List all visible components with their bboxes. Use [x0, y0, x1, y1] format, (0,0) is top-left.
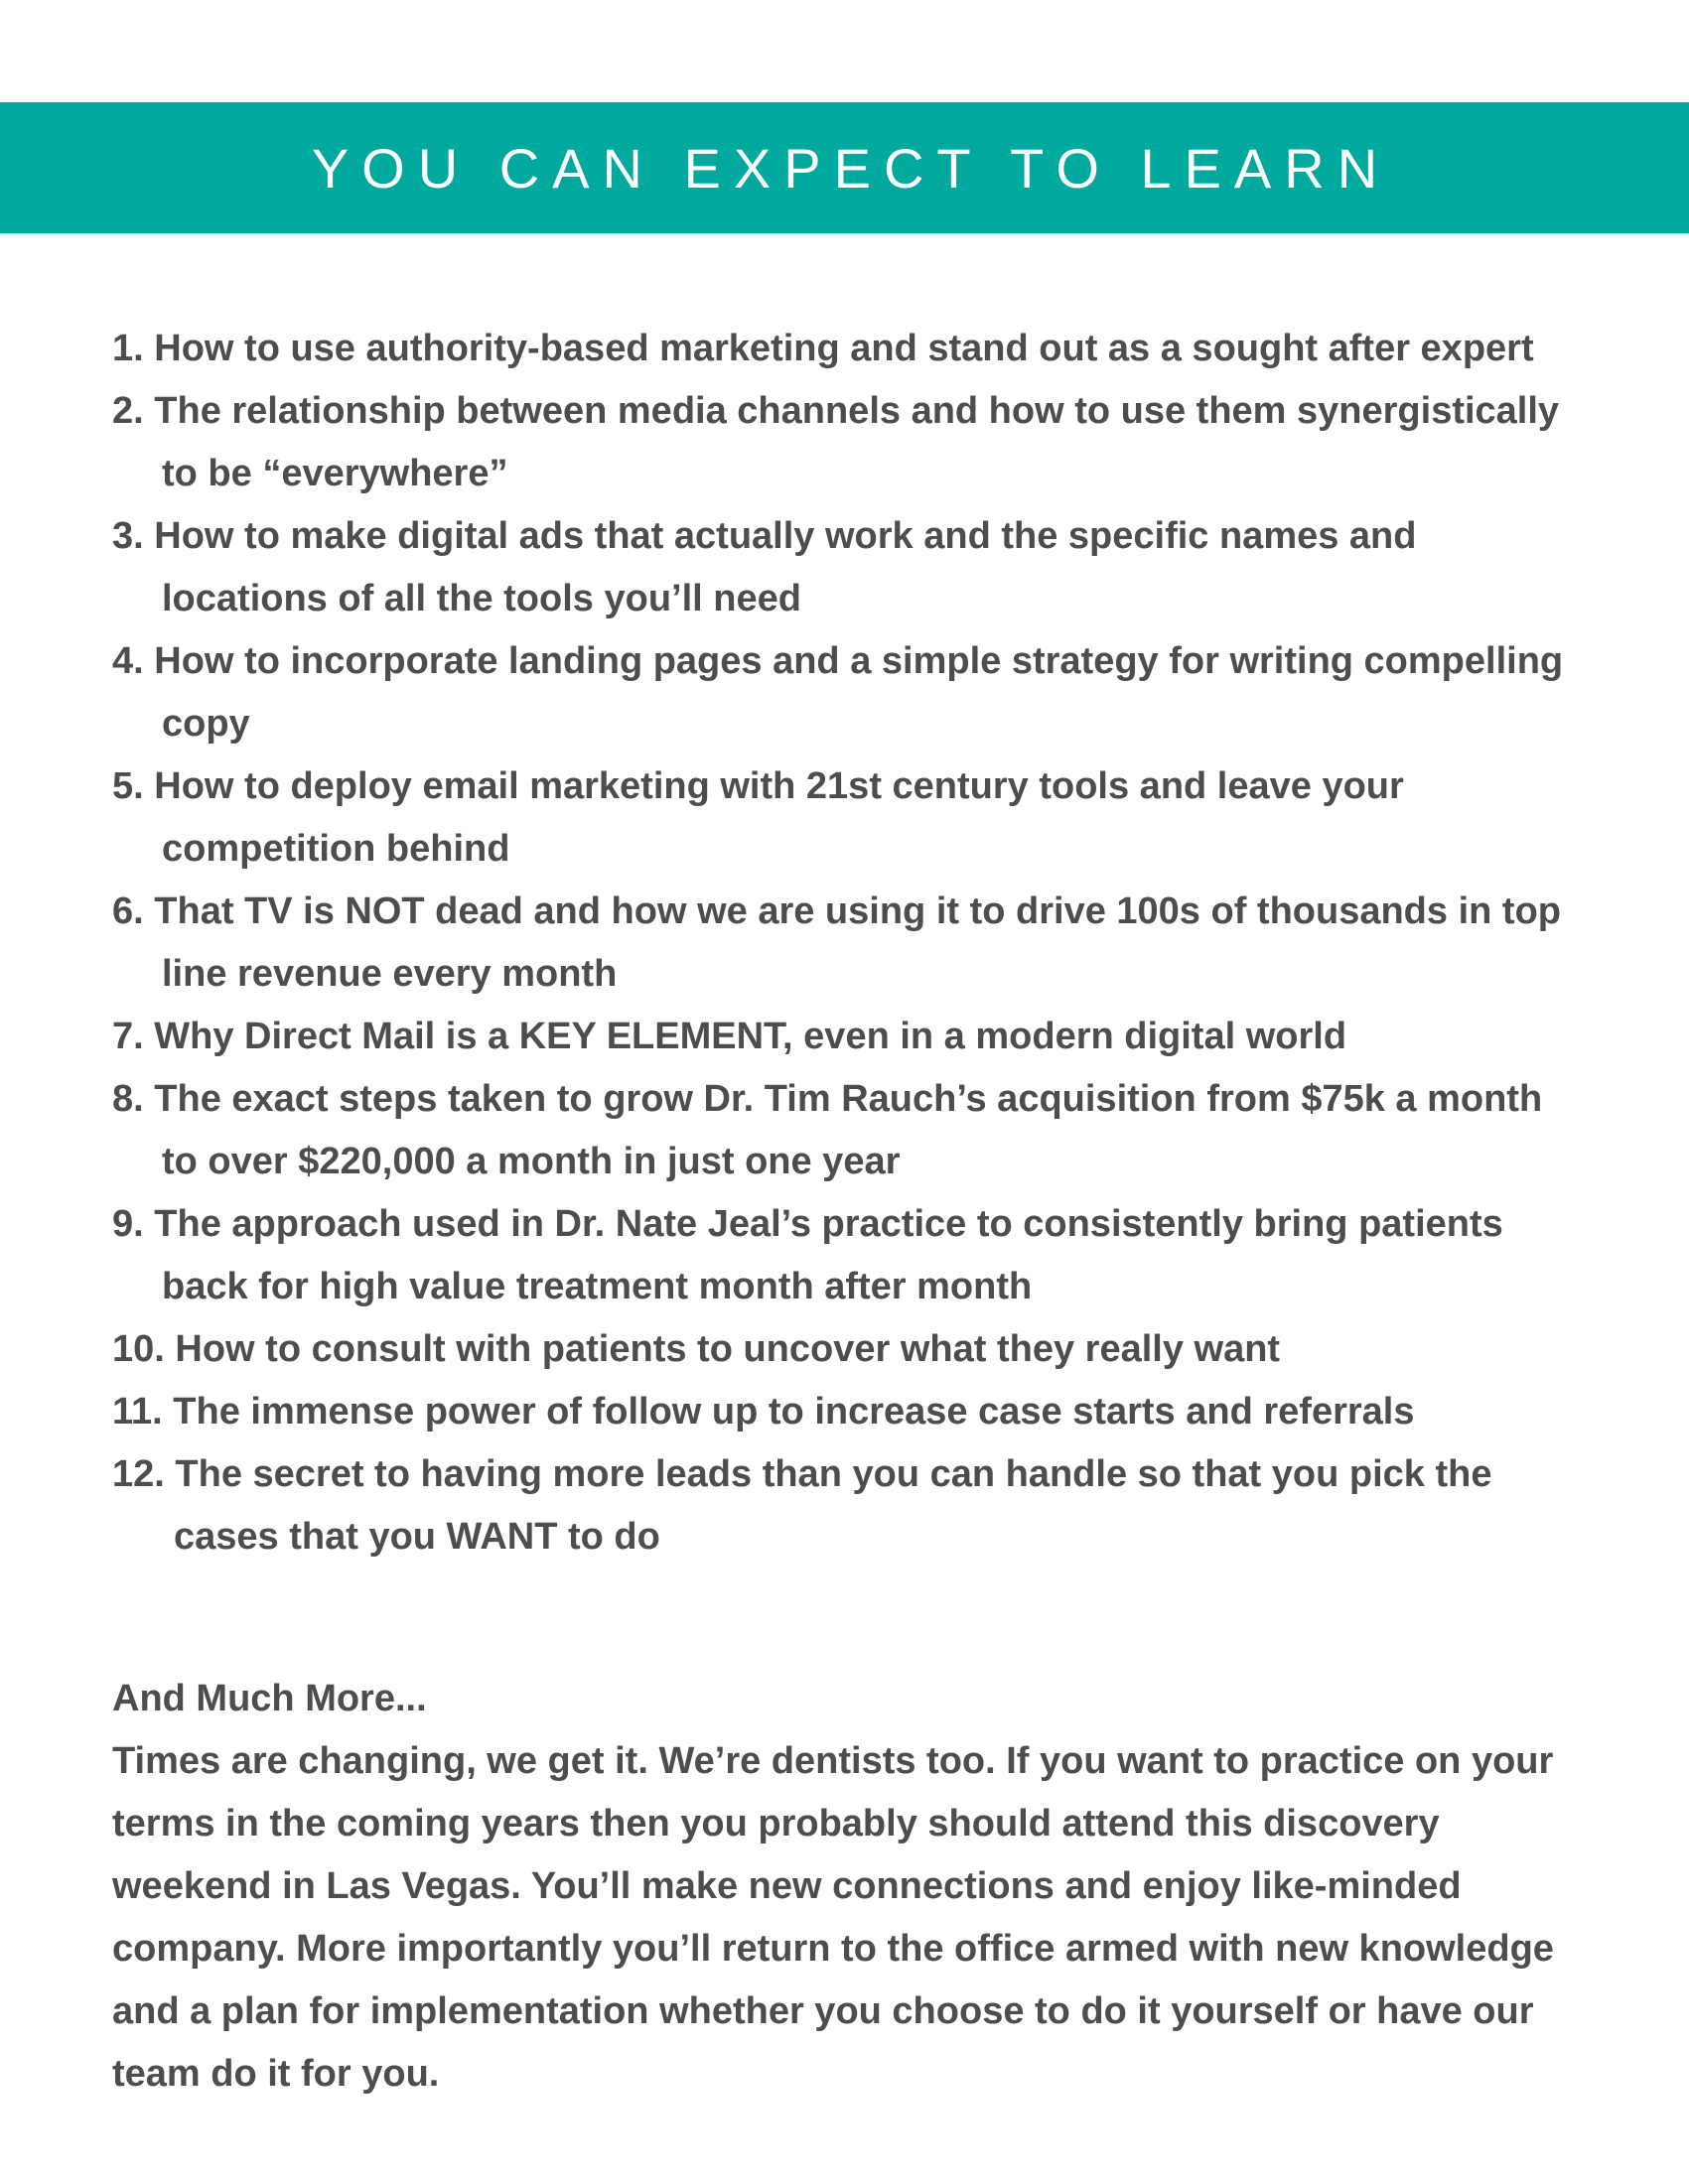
- item-text: How to consult with patients to uncover what they really want: [175, 1328, 1281, 1370]
- list-item: [112, 1068, 1582, 1193]
- item-number: 3.: [112, 515, 144, 557]
- item-number: 11.: [112, 1391, 163, 1433]
- closing-paragraph: Times are changing, we get it. We’re dentists too. If you want to practice on your terms in the coming years then you probably should attend this discovery weekend in Las Vegas. You’ll make new connections and enjoy like-minded company. More importantly you’ll return to the office armed with new knowledge and a plan for implementation whether you choose to do it yourself or have our team do it for you.: [112, 1740, 1554, 2095]
- list-item: [112, 1006, 1582, 1068]
- item-number: 9.: [112, 1203, 144, 1245]
- item-number: 5.: [112, 765, 144, 807]
- list-item: [112, 1193, 1582, 1318]
- item-text: How to use authority-based marketing and stand out as a sought after expert: [154, 328, 1534, 369]
- item-number: 6.: [112, 890, 144, 932]
- item-text: The approach used in Dr. Nate Jeal’s practice to consistently bring patients back for high value treatment month after month: [154, 1203, 1503, 1307]
- list-item: [112, 1318, 1582, 1381]
- item-number: 2.: [112, 390, 144, 432]
- header-banner: [0, 102, 1689, 233]
- item-number: 10.: [112, 1328, 165, 1370]
- list-item: [112, 1443, 1582, 1569]
- list-item: [112, 1381, 1582, 1443]
- learning-list: [112, 318, 1582, 1569]
- item-number: 1.: [112, 328, 144, 369]
- list-item: [112, 505, 1582, 630]
- item-text: How to deploy email marketing with 21st century tools and leave your competition behind: [154, 765, 1404, 870]
- item-text: The relationship between media channels and how to use them synergistically to be “everywhere”: [154, 390, 1560, 494]
- item-text: The immense power of follow up to increase case starts and referrals: [173, 1391, 1415, 1433]
- item-number: 12.: [112, 1453, 165, 1495]
- section-heading: And Much More...: [112, 1678, 427, 1719]
- page-title: YOU CAN EXPECT TO LEARN: [311, 136, 1391, 200]
- list-item: [112, 380, 1582, 505]
- item-text: How to make digital ads that actually work and the specific names and locations of all the tools you’ll need: [154, 515, 1417, 619]
- item-number: 4.: [112, 640, 144, 682]
- item-text: The exact steps taken to grow Dr. Tim Rauch’s acquisition from $75k a month to over $220,000 a month in just one year: [154, 1078, 1543, 1182]
- item-number: 8.: [112, 1078, 144, 1120]
- item-text: The secret to having more leads than you can handle so that you pick the cases that you WANT to do: [174, 1453, 1492, 1558]
- item-number: 7.: [112, 1016, 144, 1057]
- list-item: [112, 630, 1582, 755]
- item-text: That TV is NOT dead and how we are using it to drive 100s of thousands in top line revenue every month: [154, 890, 1561, 995]
- list-item: [112, 755, 1582, 881]
- item-text: How to incorporate landing pages and a simple strategy for writing compelling copy: [154, 640, 1564, 745]
- item-text: Why Direct Mail is a KEY ELEMENT, even in a modern digital world: [154, 1016, 1347, 1057]
- list-item: [112, 881, 1582, 1006]
- list-item: [112, 318, 1582, 380]
